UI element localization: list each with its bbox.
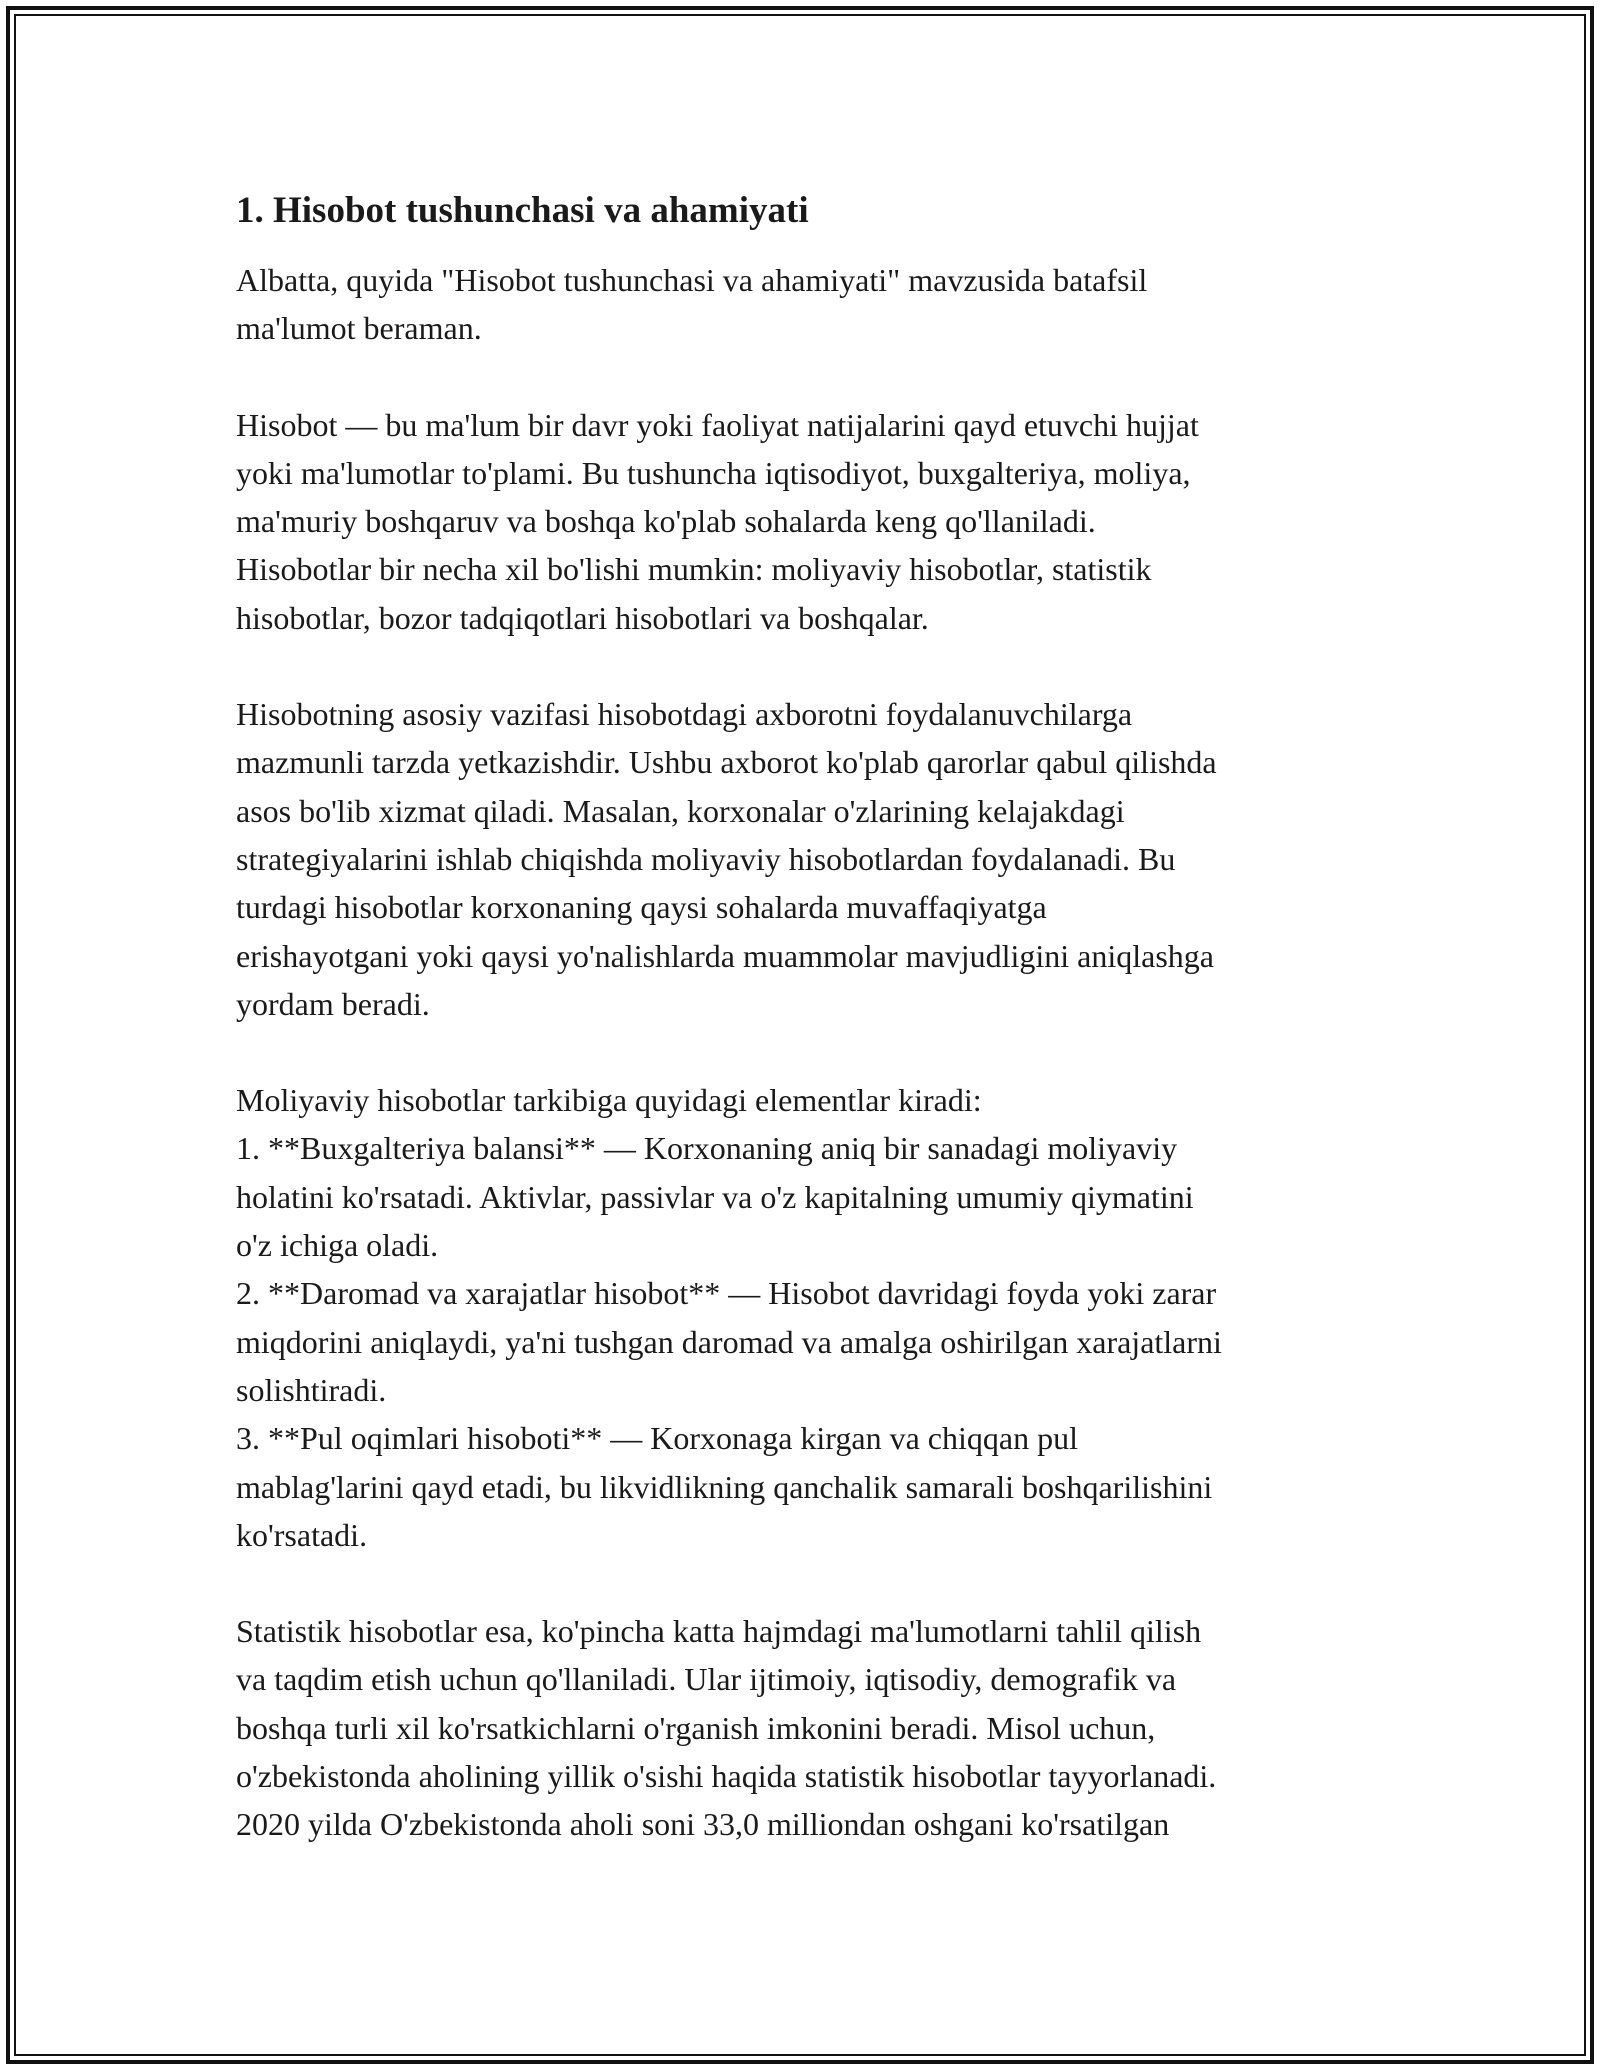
paragraph-list	[236, 256, 1386, 1849]
text-line: mazmunli tarzda yetkazishdir. Ushbu axborot ko'plab qarorlar qabul qilishda	[236, 744, 1217, 781]
text-line: va taqdim etish uchun qo'llaniladi. Ular ijtimoiy, iqtisodiy, demografik va	[236, 1661, 1177, 1698]
document-body	[236, 186, 1386, 1897]
text-line: yordam beradi.	[236, 985, 430, 1022]
text-line: miqdorini aniqlaydi, ya'ni tushgan daromad va amalga oshirilgan xarajatlarni	[236, 1323, 1222, 1360]
text-line: 2020 yilda O'zbekistonda aholi soni 33,0 milliondan oshgani ko'rsatilgan	[236, 1806, 1170, 1843]
text-line: Moliyaviy hisobotlar tarkibiga quyidagi elementlar kiradi:	[236, 1082, 982, 1119]
text-line: ma'lumot beraman.	[236, 310, 482, 347]
text-line: 3. **Pul oqimlari hisoboti** — Korxonaga kirgan va chiqqan pul	[236, 1420, 1078, 1457]
paragraph	[236, 401, 1386, 642]
text-line: Albatta, quyida "Hisobot tushunchasi va ahamiyati" mavzusida batafsil	[236, 262, 1148, 298]
text-line: Hisobot — bu ma'lum bir davr yoki faoliyat natijalarini qayd etuvchi hujjat	[236, 406, 1199, 443]
text-line: solishtiradi.	[236, 1371, 387, 1408]
text-line: ko'rsatadi.	[236, 1516, 368, 1553]
text-line: strategiyalarini ishlab chiqishda moliyaviy hisobotlardan foydalanadi. Bu	[236, 840, 1176, 877]
text-line: 1. **Buxgalteriya balansi** — Korxonaning aniq bir sanadagi moliyaviy	[236, 1130, 1178, 1167]
paragraph	[236, 1607, 1386, 1848]
text-line: o'z ichiga oladi.	[236, 1227, 439, 1264]
text-line: turdagi hisobotlar korxonaning qaysi sohalarda muvaffaqiyatga	[236, 889, 1047, 926]
text-line: Hisobotlar bir necha xil bo'lishi mumkin: moliyaviy hisobotlar, statistik	[236, 551, 1152, 588]
text-line: boshqa turli xil ko'rsatkichlarni o'rganish imkonini beradi. Misol uchun,	[236, 1709, 1156, 1746]
text-line: holatini ko'rsatadi. Aktivlar, passivlar va o'z kapitalning umumiy qiymatini	[236, 1178, 1194, 1215]
paragraph	[236, 690, 1386, 1028]
text-line: erishayotgani yoki qaysi yo'nalishlarda muammolar mavjudligini aniqlashga	[236, 937, 1214, 974]
section-heading: 1. Hisobot tushunchasi va ahamiyati	[236, 190, 809, 231]
text-line: Hisobotning asosiy vazifasi hisobotdagi axborotni foydalanuvchilarga	[236, 696, 1133, 733]
text-line: o'zbekistonda aholining yillik o'sishi haqida statistik hisobotlar tayyorlanadi.	[236, 1758, 1217, 1795]
text-line: Statistik hisobotlar esa, ko'pincha katta hajmdagi ma'lumotlarni tahlil qilish	[236, 1613, 1202, 1650]
paragraph	[236, 256, 1386, 353]
text-line: mablag'larini qayd etadi, bu likvidlikning qanchalik samarali boshqarilishini	[236, 1468, 1213, 1505]
text-line: 2. **Daromad va xarajatlar hisobot** — Hisobot davridagi foyda yoki zarar	[236, 1275, 1217, 1312]
paragraph	[236, 1076, 1386, 1559]
text-line: yoki ma'lumotlar to'plami. Bu tushuncha iqtisodiyot, buxgalteriya, moliya,	[236, 454, 1191, 491]
text-line: hisobotlar, bozor tadqiqotlari hisobotlari va boshqalar.	[236, 599, 929, 636]
text-line: asos bo'lib xizmat qiladi. Masalan, korxonalar o'zlarining kelajakdagi	[236, 792, 1125, 829]
text-line: ma'muriy boshqaruv va boshqa ko'plab sohalarda keng qo'llaniladi.	[236, 503, 1096, 540]
